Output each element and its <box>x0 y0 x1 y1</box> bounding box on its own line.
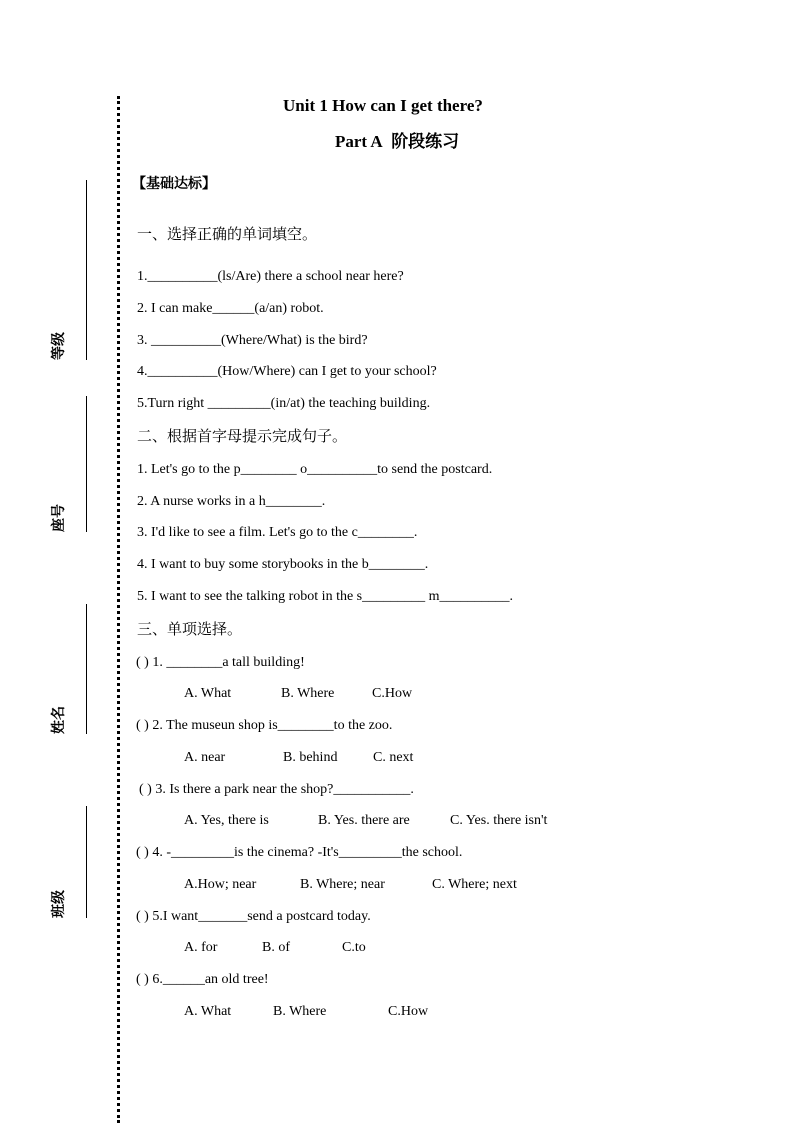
option: C. Where; next <box>432 877 517 892</box>
section1-item: 5.Turn right _________(in/at) the teaching building. <box>137 396 431 411</box>
option: A.How; near <box>184 877 257 892</box>
question-stem: ( ) 4. -_________is the cinema? -It's_________the school. <box>136 845 463 860</box>
option: A. What <box>184 1004 232 1019</box>
grade-underline <box>86 180 87 360</box>
section2-heading: 二、根据首字母提示完成句子。 <box>137 427 348 445</box>
section2-item: 4. I want to buy some storybooks in the b________. <box>137 557 429 572</box>
option: C. next <box>373 750 414 765</box>
option: B. Yes. there are <box>318 813 410 828</box>
option: B. Where <box>273 1004 327 1019</box>
question-stem: ( ) 5.I want_______send a postcard today. <box>136 909 371 924</box>
name-underline <box>86 604 87 734</box>
section1-heading: 一、选择正确的单词填空。 <box>137 225 318 243</box>
subtitle-part: Part A <box>335 132 383 151</box>
option: A. near <box>184 750 226 765</box>
section3-heading: 三、单项选择。 <box>137 620 243 638</box>
seat-underline <box>86 396 87 532</box>
option: C. Yes. there isn't <box>450 813 548 828</box>
question-stem: ( ) 2. The museun shop is________to the zoo. <box>136 718 393 733</box>
question-stem: ( ) 6.______an old tree! <box>136 972 269 987</box>
name-field <box>51 604 90 734</box>
section1-item: 1.__________(ls/Are) there a school near here? <box>137 269 404 284</box>
option: A. What <box>184 686 232 701</box>
option: B. Where <box>281 686 335 701</box>
class-underline <box>86 806 87 918</box>
page-subtitle <box>335 134 459 150</box>
subtitle-cn: 阶段练习 <box>391 132 460 152</box>
option: C.How <box>372 686 413 701</box>
grade-field <box>51 180 90 360</box>
name-label: 姓名 <box>51 706 67 734</box>
question-stem: ( ) 3. Is there a park near the shop?___________. <box>139 782 414 797</box>
grade-label: 等级 <box>51 332 67 360</box>
binding-dotted-line <box>117 96 120 1123</box>
option: A. Yes, there is <box>184 813 269 828</box>
section2-item: 5. I want to see the talking robot in the s_________ m__________. <box>137 589 514 604</box>
option: C.to <box>342 940 366 955</box>
question-stem: ( ) 1. ________a tall building! <box>136 655 305 670</box>
option: C.How <box>388 1004 429 1019</box>
seat-label: 座号 <box>51 504 67 532</box>
page-title: Unit 1 How can I get there? <box>283 96 483 115</box>
option: B. of <box>262 940 290 955</box>
section1-item: 2. I can make______(a/an) robot. <box>137 301 324 316</box>
section2-item: 2. A nurse works in a h________. <box>137 494 326 509</box>
class-field <box>51 806 90 918</box>
basic-label: 【基础达标】 <box>132 176 216 192</box>
section1-item: 4.__________(How/Where) can I get to your school? <box>137 364 437 379</box>
seat-field <box>51 396 90 532</box>
section2-item: 1. Let's go to the p________ o__________to send the postcard. <box>137 462 493 477</box>
section2-item: 3. I'd like to see a film. Let's go to the c________. <box>137 525 418 540</box>
option: B. behind <box>283 750 338 765</box>
option: A. for <box>184 940 218 955</box>
section1-item: 3. __________(Where/What) is the bird? <box>137 333 368 348</box>
option: B. Where; near <box>300 877 385 892</box>
class-label: 班级 <box>51 890 67 918</box>
